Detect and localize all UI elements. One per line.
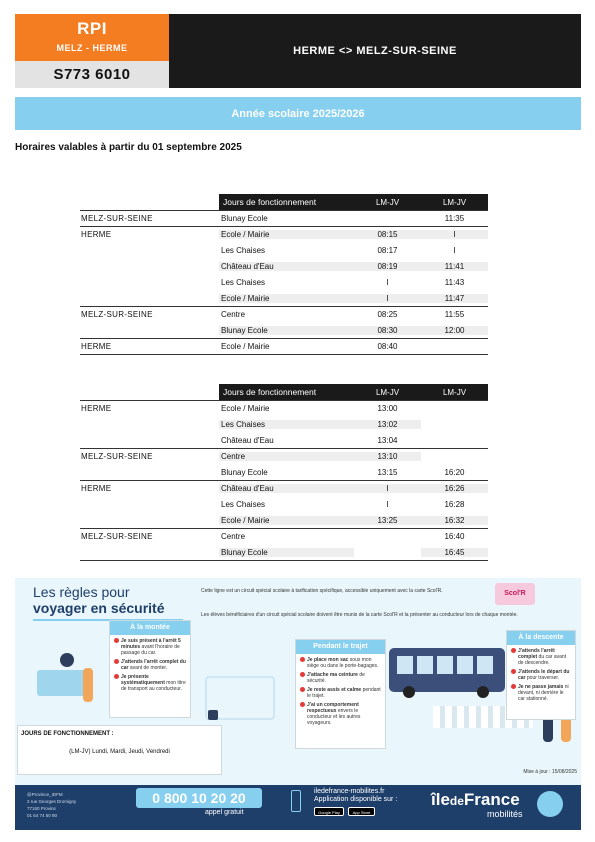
stop-name: Château d'Eau [221,435,274,445]
rule-text: ni devant, ni derrière le car stationné. [518,684,569,702]
bag-illustration [208,710,218,720]
rule-bold: Je ne passe jamais [518,684,564,690]
rules-title [33,584,165,616]
town-name: HERME [81,404,112,413]
time-col1: 13:02 [354,420,421,429]
card-title: Pendant le trajet [296,640,385,654]
header-days: Jours de fonctionnement [223,197,317,207]
idfm-logo [431,790,520,810]
rule-bold: J'ai un comportement respectueux [307,702,359,714]
rule-item [114,674,186,692]
time-col1: 13:15 [377,467,398,477]
time-col1: I [386,499,389,509]
rules-card-montee [109,620,191,718]
rules-list [296,654,385,732]
free-call-note: appel gratuit [205,809,244,816]
website-info [314,788,397,804]
time-col2: 16:20 [444,467,465,477]
table-row [80,210,488,226]
table-row [80,432,488,448]
update-date: Mise à jour : 15/08/2025 [523,769,577,775]
time-col2: 16:45 [421,548,488,557]
table-row [80,448,488,464]
town-name: MELZ-SUR-SEINE [81,310,153,319]
header [15,14,581,88]
bus-wheel [403,686,415,698]
stop-name: Blunay Ecole [219,326,354,335]
safety-rules-panel [15,578,581,785]
time-col1: 13:00 [377,404,398,413]
stop-name: Château d'Eau [219,262,354,271]
header-col2: LM-JV [442,197,467,207]
time-col2: 16:28 [444,499,465,509]
app-store-badge[interactable]: App Store [348,807,375,816]
operating-days-box [17,725,222,775]
header-col2: LM-JV [442,387,467,397]
time-col2: 16:40 [444,532,465,541]
stop-name: Les Chaises [219,420,354,429]
stop-name: Centre [221,310,246,319]
scolr-card-logo: Scol'R [495,583,535,605]
idfm-logo-subtitle: mobilités [487,809,523,819]
rule-bold: Je reste assis et calme [307,687,362,693]
rule-text: du car avant de descendre. [518,654,567,666]
contact-address [27,791,76,819]
time-col1: 08:30 [354,326,421,335]
address-line: 77160 Provins [27,806,56,811]
stop-name: Blunay Ecole [221,214,268,223]
time-col2: I [421,230,488,239]
time-col1: 08:40 [377,342,398,351]
logo-de: de [449,794,464,808]
rule-text: sous mon siège ou dans le porte-bagages. [307,657,379,669]
table-row [80,528,488,544]
rules-card-descente [506,630,576,720]
time-col1: 13:04 [377,435,398,445]
brand-block [15,14,169,61]
stop-name: Centre [221,532,246,541]
stop-name: Ecole / Mairie [219,516,354,525]
rules-title-line1: Les règles pour [33,584,130,600]
website-link[interactable]: iledefrance-mobilites.fr [314,788,385,795]
table-row [80,400,488,416]
rule-item [511,648,571,666]
footer [15,785,581,830]
table-row [80,322,488,338]
bus-illustration [389,648,505,692]
bus-window [417,656,433,674]
rule-bold: J'attends le départ du car [518,669,570,681]
logo-ile: île [431,790,450,809]
time-col2: I [453,245,456,255]
smartphone-icon [291,790,301,812]
driver-illustration [60,653,74,667]
stop-name: Ecole / Mairie [221,404,270,413]
rule-bold: J'attends l'arrêt complet [518,648,555,660]
time-col1: 08:25 [377,310,398,319]
header-col1: LM-JV [375,197,400,207]
bus-window [457,656,473,674]
table-row [80,242,488,258]
time-col1: 13:25 [354,516,421,525]
bullet-icon [511,684,516,689]
line-code: S773 6010 [15,61,169,88]
timetable-header [219,384,488,400]
rules-list [110,635,190,698]
table-row [80,480,488,496]
table-row [80,258,488,274]
time-col1: I [386,277,389,287]
table-row [80,290,488,306]
stop-name: Les Chaises [221,277,266,287]
table-row [80,306,488,322]
rule-item [511,684,571,702]
time-col1: 08:17 [377,245,398,255]
logo-france: France [463,790,520,809]
info-paragraph-2: Les élèves bénéficiaires d'un circuit spécial scolaire doivent être munis de la carte Scol'R et la présenter au conducteur lors de chaque montée. [201,612,518,618]
app-availability: Application disponible sur : [314,796,398,803]
bullet-icon [300,687,305,692]
brand-name: RPI [77,19,107,38]
town-name: MELZ-SUR-SEINE [81,214,153,223]
school-year-band: Année scolaire 2025/2026 [15,97,581,130]
table-row [80,416,488,432]
table-row [80,274,488,290]
stop-name: Les Chaises [221,499,266,509]
time-col2: 16:26 [421,484,488,493]
table-row [80,464,488,480]
table-row [80,338,488,354]
operating-days-title: JOURS DE FONCTIONNEMENT : [21,731,114,737]
table-bottom-rule [80,354,488,355]
stop-name: Ecole / Mairie [219,230,354,239]
rules-list [507,645,575,708]
rule-text: de sécurité. [307,672,365,684]
time-col1: I [354,294,421,303]
time-col2: 12:00 [421,326,488,335]
validity-text: Horaires valables à partir du 01 septembre 2025 [15,142,242,153]
rule-bold: J'attends l'arrêt complet du car [121,659,186,671]
free-phone-number[interactable]: 0 800 10 20 20 [136,788,262,808]
address-line: 01 64 74 50 90 [27,813,58,818]
line-name: MELZ - HERME [56,43,128,53]
time-col2: 16:32 [421,516,488,525]
rules-card-trajet [295,639,386,749]
town-name: MELZ-SUR-SEINE [81,532,153,541]
stop-name: Centre [219,452,354,461]
table-row [80,544,488,560]
rule-text: avant de monter. [128,665,168,671]
rule-bold: Je présente systématiquement [121,674,165,686]
rule-item [114,659,186,671]
operating-days-value: (LM-JV) Lundi, Mardi, Jeudi, Vendredi [69,749,170,755]
rule-bold: Je suis présent à l'arrêt 5 minutes [121,638,181,650]
rule-bold: Je place mon sac [307,657,349,663]
student-illustration [83,668,93,702]
rule-item [300,687,381,699]
stop-name: Les Chaises [221,245,266,255]
rule-item [114,638,186,656]
town-name: HERME [81,484,112,493]
time-col2: 11:55 [444,310,465,319]
rule-text: mon titre de transport au conducteur. [121,680,186,692]
google-play-badge[interactable]: Google Play [314,807,344,816]
timetable-header [219,194,488,210]
bullet-icon [300,702,305,707]
bullet-icon [300,657,305,662]
rule-text: pour traverser. [525,675,560,681]
table-row [80,512,488,528]
rule-item [300,702,381,726]
time-col1: 08:19 [354,262,421,271]
bullet-icon [511,648,516,653]
town-name: HERME [81,230,112,239]
rule-text: envers le conducteur et les autres voyageurs. [307,708,361,726]
table-row [80,496,488,512]
time-col1: 13:10 [354,452,421,461]
bus-window [477,656,493,674]
header-col1: LM-JV [375,387,400,397]
time-col2: 11:47 [421,294,488,303]
rule-text: avant l'horaire de passage du car. [121,644,180,656]
bullet-icon [114,659,119,664]
bus-wheel [477,686,489,698]
time-col1: 08:15 [354,230,421,239]
table-row [80,226,488,242]
bullet-icon [114,638,119,643]
bus-window [397,656,413,674]
card-title: À la montée [110,621,190,635]
address-line[interactable]: @Province_IDFM [27,792,63,797]
time-col2: 11:41 [421,262,488,271]
stop-name: Blunay Ecole [219,548,354,557]
time-col2: 11:43 [444,277,465,287]
rule-item [300,672,381,684]
time-col1: I [354,484,421,493]
rule-item [300,657,381,669]
address-line: 2 rue Georges Dromigny [27,799,77,804]
rule-bold: J'attache ma ceinture [307,672,358,678]
stop-name: Blunay Ecole [221,467,268,477]
stop-name: Ecole / Mairie [221,342,270,351]
time-col2: 11:35 [444,214,465,223]
stop-name: Ecole / Mairie [219,294,354,303]
header-days: Jours de fonctionnement [223,387,317,397]
town-name: HERME [81,342,112,351]
bullet-icon [114,674,119,679]
rule-text: pendant le trajet. [307,687,381,699]
table-bottom-rule [80,560,488,561]
rules-title-line2: voyager en sécurité [33,600,165,616]
bus-window [437,656,453,674]
town-name: MELZ-SUR-SEINE [81,452,153,461]
bullet-icon [300,672,305,677]
rule-item [511,669,571,681]
bullet-icon [511,669,516,674]
info-paragraph-1: Cette ligne est un circuit spécial scolaire à tarification spécifique, accessible uniquement avec la carte Scol'R. [201,588,443,594]
stop-name: Château d'Eau [219,484,354,493]
route-title: HERME <> MELZ-SUR-SEINE [169,14,581,88]
card-title: À la descente [507,631,575,645]
idfm-logo-mark-icon [537,791,563,817]
